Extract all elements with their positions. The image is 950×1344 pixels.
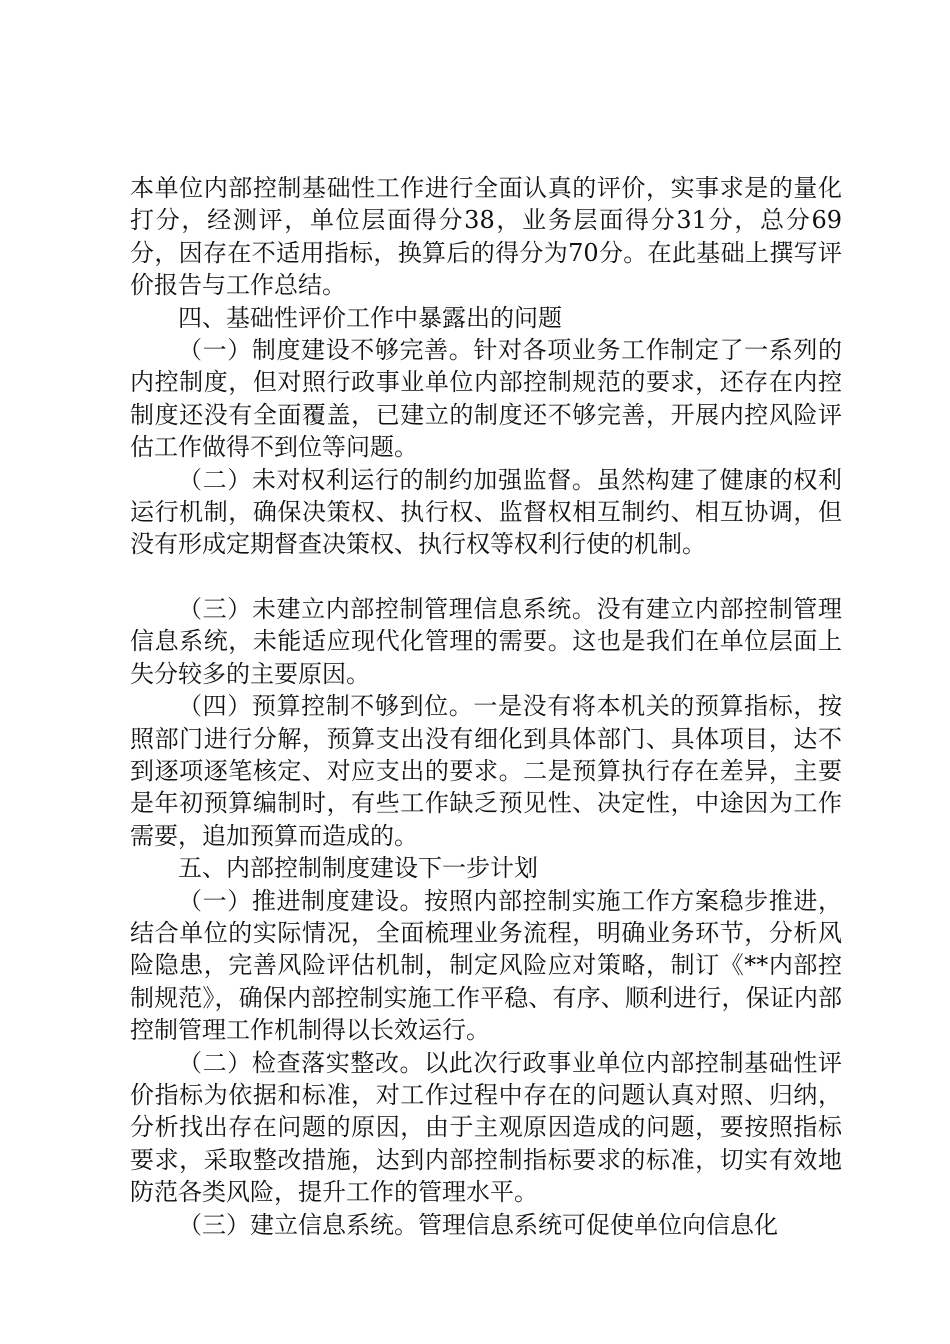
paragraph-plan-3: （三）建立信息系统。管理信息系统可促使单位向信息化 [178,1210,778,1239]
paragraph-issue-1: （一）制度建设不够完善。针对各项业务工作制定了一系列的内控制度，但对照行政事业单位内部控制规范的要求，还存在内控制度还没有全面覆盖，已建立的制度还不够完善，开展内控风险评估工作做得不到位等问题。 [130,336,842,462]
paragraph-issue-2: （二）未对权利运行的制约加强监督。虽然构建了健康的权利运行机制，确保决策权、执行权、监督权相互制约、相互协调，但没有形成定期督查决策权、执行权等权利行使的机制。 [130,465,842,559]
section-heading-four: 四、基础性评价工作中暴露出的问题 [178,303,562,332]
paragraph-evaluation-summary: 本单位内部控制基础性工作进行全面认真的评价，实事求是的量化打分，经测评，单位层面得分38，业务层面得分31分，总分69分，因存在不适用指标，换算后的得分为70分。在此基础上撰写评价报告与工作总结。 [130,174,842,300]
paragraph-plan-1: （一）推进制度建设。按照内部控制实施工作方案稳步推进，结合单位的实际情况，全面梳理业务流程，明确业务环节，分析风险隐患，完善风险评估机制，制定风险应对策略，制订《**内部控制规范》，确保内部控制实施工作平稳、有序、顺利进行，保证内部控制管理工作机制得以长效运行。 [130,886,842,1045]
document-body [130,172,842,1241]
paragraph-issue-4: （四）预算控制不够到位。一是没有将本机关的预算指标，按照部门进行分解，预算支出没有细化到具体部门、具体项目，达不到逐项逐笔核定、对应支出的要求。二是预算执行存在差异，主要是年初预算编制时，有些工作缺乏预见性、决定性，中途因为工作需要，追加预算而造成的。 [130,692,842,850]
section-heading-five: 五、内部控制制度建设下一步计划 [178,854,538,883]
paragraph-plan-2: （二）检查落实整改。以此次行政事业单位内部控制基础性评价指标为依据和标准，对工作过程中存在的问题认真对照、归纳，分析找出存在问题的原因，由于主观原因造成的问题，要按照指标要求，采取整改措施，达到内部控制指标要求的标准，切实有效地防范各类风险，提升工作的管理水平。 [130,1048,842,1207]
paragraph-issue-3: （三）未建立内部控制管理信息系统。没有建立内部控制管理信息系统，未能适应现代化管理的需要。这也是我们在单位层面上失分较多的主要原因。 [130,594,842,688]
